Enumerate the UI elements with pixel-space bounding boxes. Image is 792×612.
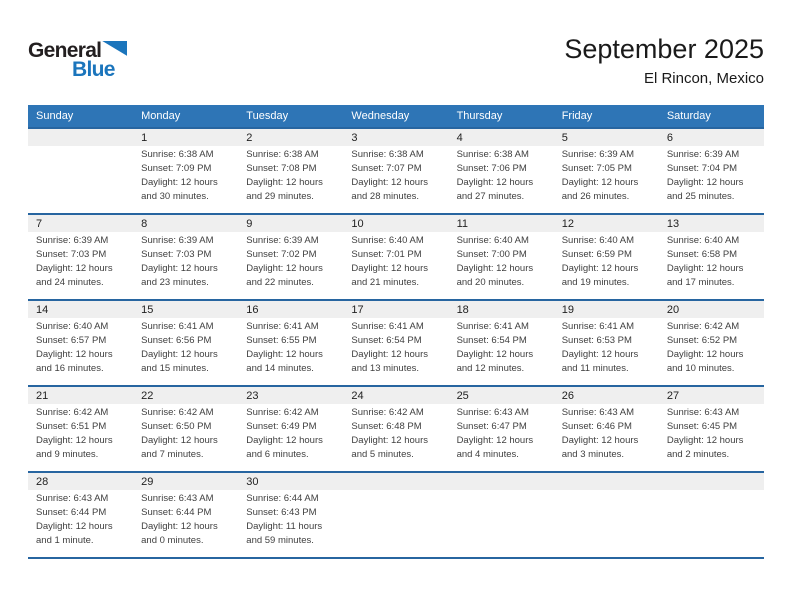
day-info-line: Sunset: 6:44 PM bbox=[36, 506, 107, 518]
day-cell-9 bbox=[238, 232, 343, 290]
day-cell-empty bbox=[659, 490, 764, 548]
day-info-line: Daylight: 12 hours and 3 minutes. bbox=[561, 434, 639, 460]
day-info-line: Sunset: 6:47 PM bbox=[456, 420, 527, 432]
day-cell-24 bbox=[343, 404, 448, 462]
day-info-line: Sunset: 6:52 PM bbox=[666, 334, 738, 346]
day-info-line: Sunset: 6:48 PM bbox=[351, 420, 422, 432]
day-info-line: Sunset: 7:08 PM bbox=[246, 162, 317, 174]
week-row bbox=[28, 127, 764, 213]
day-info-line: Sunset: 6:51 PM bbox=[36, 420, 107, 432]
day-info-line: Daylight: 12 hours and 25 minutes. bbox=[666, 176, 744, 202]
logo-triangle-icon bbox=[102, 41, 127, 56]
day-info-line: Sunset: 7:02 PM bbox=[246, 248, 317, 260]
day-number-15: 15 bbox=[141, 303, 154, 316]
day-cell-3 bbox=[343, 146, 448, 204]
day-cell-26 bbox=[554, 404, 659, 462]
day-info-line: Sunset: 6:45 PM bbox=[666, 420, 738, 432]
day-number-8: 8 bbox=[141, 217, 148, 230]
day-info-line: Sunset: 6:56 PM bbox=[141, 334, 212, 346]
day-info-line: Sunset: 6:46 PM bbox=[561, 420, 632, 432]
weekday-header-friday: Friday bbox=[561, 110, 593, 122]
day-number-18: 18 bbox=[456, 303, 469, 316]
day-info-line: Daylight: 12 hours and 21 minutes. bbox=[351, 262, 428, 288]
day-info-line: Sunrise: 6:38 AM bbox=[456, 149, 529, 160]
location-subtitle: El Rincon, Mexico bbox=[643, 70, 764, 88]
day-info-row bbox=[28, 146, 764, 204]
day-info-line: Daylight: 12 hours and 26 minutes. bbox=[561, 176, 639, 202]
day-info-line: Sunset: 7:03 PM bbox=[141, 248, 212, 260]
day-info-row bbox=[28, 490, 764, 548]
week-row bbox=[28, 385, 764, 471]
day-number-7: 7 bbox=[36, 217, 43, 230]
day-number-strip bbox=[28, 387, 764, 404]
day-info-line: Daylight: 11 hours and 59 minutes. bbox=[246, 520, 323, 546]
day-info-line: Daylight: 12 hours and 9 minutes. bbox=[36, 434, 113, 460]
day-number-strip bbox=[28, 215, 764, 232]
day-info-line: Sunrise: 6:41 AM bbox=[561, 321, 635, 332]
day-number-5: 5 bbox=[561, 131, 568, 144]
day-cell-14 bbox=[28, 318, 133, 376]
month-title: September 2025 bbox=[564, 34, 764, 64]
day-number-10: 10 bbox=[351, 217, 364, 230]
logo-text-blue: Blue bbox=[72, 58, 115, 81]
day-cell-8 bbox=[133, 232, 238, 290]
day-number-20: 20 bbox=[666, 303, 680, 316]
day-number-13: 13 bbox=[666, 217, 680, 230]
day-info-line: Sunrise: 6:42 AM bbox=[246, 407, 319, 418]
day-info-line: Sunset: 7:03 PM bbox=[36, 248, 107, 260]
day-info-line: Daylight: 12 hours and 11 minutes. bbox=[561, 348, 639, 374]
day-info-row bbox=[28, 318, 764, 376]
day-cell-7 bbox=[28, 232, 133, 290]
day-number-12: 12 bbox=[561, 217, 574, 230]
day-info-line: Daylight: 12 hours and 0 minutes. bbox=[141, 520, 218, 546]
day-number-16: 16 bbox=[246, 303, 259, 316]
day-info-line: Sunset: 6:53 PM bbox=[561, 334, 632, 346]
day-number-9: 9 bbox=[246, 217, 253, 230]
day-cell-10 bbox=[343, 232, 448, 290]
day-info-line: Sunrise: 6:43 AM bbox=[666, 407, 740, 418]
day-cell-27 bbox=[659, 404, 764, 462]
day-info-line: Daylight: 12 hours and 12 minutes. bbox=[456, 348, 534, 374]
day-info-row bbox=[28, 404, 764, 462]
day-cell-29 bbox=[133, 490, 238, 548]
day-info-line: Daylight: 12 hours and 20 minutes. bbox=[456, 262, 534, 288]
day-info-line: Sunset: 7:01 PM bbox=[351, 248, 422, 260]
week-row bbox=[28, 299, 764, 385]
day-cell-16 bbox=[238, 318, 343, 376]
day-info-line: Sunset: 7:09 PM bbox=[141, 162, 212, 174]
day-info-line: Sunset: 7:05 PM bbox=[561, 162, 632, 174]
day-info-line: Daylight: 12 hours and 5 minutes. bbox=[351, 434, 428, 460]
day-info-line: Sunrise: 6:43 AM bbox=[561, 407, 635, 418]
day-info-line: Sunrise: 6:41 AM bbox=[456, 321, 529, 332]
week-row bbox=[28, 471, 764, 557]
day-info-line: Sunrise: 6:39 AM bbox=[666, 149, 740, 160]
day-info-row bbox=[28, 232, 764, 290]
day-cell-empty bbox=[343, 490, 448, 548]
day-cell-4 bbox=[449, 146, 554, 204]
day-info-line: Daylight: 12 hours and 23 minutes. bbox=[141, 262, 218, 288]
day-info-line: Sunset: 7:06 PM bbox=[456, 162, 527, 174]
day-number-19: 19 bbox=[561, 303, 574, 316]
day-info-line: Daylight: 12 hours and 30 minutes. bbox=[141, 176, 218, 202]
day-cell-25 bbox=[449, 404, 554, 462]
day-info-line: Sunrise: 6:40 AM bbox=[561, 235, 635, 246]
day-info-line: Sunrise: 6:42 AM bbox=[141, 407, 214, 418]
general-blue-logo bbox=[28, 34, 127, 80]
day-number-6: 6 bbox=[666, 131, 673, 144]
day-info-line: Daylight: 12 hours and 22 minutes. bbox=[246, 262, 323, 288]
day-info-line: Daylight: 12 hours and 4 minutes. bbox=[456, 434, 534, 460]
day-info-line: Daylight: 12 hours and 28 minutes. bbox=[351, 176, 428, 202]
day-info-line: Sunset: 6:44 PM bbox=[141, 506, 212, 518]
day-info-line: Daylight: 12 hours and 10 minutes. bbox=[666, 348, 744, 374]
day-number-strip bbox=[28, 473, 764, 490]
day-info-line: Sunrise: 6:41 AM bbox=[141, 321, 214, 332]
day-number-22: 22 bbox=[141, 389, 154, 402]
calendar-table bbox=[28, 105, 764, 559]
day-info-line: Daylight: 12 hours and 2 minutes. bbox=[666, 434, 744, 460]
day-info-line: Sunset: 6:58 PM bbox=[666, 248, 738, 260]
day-info-line: Sunrise: 6:42 AM bbox=[666, 321, 740, 332]
day-cell-17 bbox=[343, 318, 448, 376]
day-cell-2 bbox=[238, 146, 343, 204]
day-number-17: 17 bbox=[351, 303, 364, 316]
day-info-line: Daylight: 12 hours and 17 minutes. bbox=[666, 262, 744, 288]
day-info-line: Sunset: 6:55 PM bbox=[246, 334, 317, 346]
day-cell-23 bbox=[238, 404, 343, 462]
day-cell-empty bbox=[28, 146, 133, 204]
day-info-line: Daylight: 12 hours and 27 minutes. bbox=[456, 176, 534, 202]
day-cell-empty bbox=[449, 490, 554, 548]
day-number-27: 27 bbox=[666, 389, 680, 402]
day-info-line: Sunrise: 6:39 AM bbox=[36, 235, 109, 246]
day-info-line: Daylight: 12 hours and 15 minutes. bbox=[141, 348, 218, 374]
day-info-line: Daylight: 12 hours and 14 minutes. bbox=[246, 348, 323, 374]
day-number-25: 25 bbox=[456, 389, 469, 402]
day-cell-18 bbox=[449, 318, 554, 376]
day-cell-11 bbox=[449, 232, 554, 290]
weekday-header-tuesday: Tuesday bbox=[246, 110, 289, 122]
day-info-line: Sunrise: 6:43 AM bbox=[141, 493, 214, 504]
day-info-line: Daylight: 12 hours and 24 minutes. bbox=[36, 262, 113, 288]
day-info-line: Daylight: 12 hours and 16 minutes. bbox=[36, 348, 113, 374]
day-number-strip bbox=[28, 129, 764, 146]
day-info-line: Sunset: 6:43 PM bbox=[246, 506, 317, 518]
weekday-header-row bbox=[28, 105, 764, 127]
weeks-container bbox=[28, 127, 764, 559]
day-info-line: Sunrise: 6:38 AM bbox=[246, 149, 319, 160]
weekday-header-sunday: Sunday bbox=[36, 110, 74, 122]
day-info-line: Sunrise: 6:42 AM bbox=[351, 407, 424, 418]
day-info-line: Sunset: 6:57 PM bbox=[36, 334, 107, 346]
day-info-line: Sunrise: 6:42 AM bbox=[36, 407, 109, 418]
day-info-line: Sunrise: 6:43 AM bbox=[36, 493, 109, 504]
day-number-3: 3 bbox=[351, 131, 358, 144]
day-cell-12 bbox=[554, 232, 659, 290]
day-cell-30 bbox=[238, 490, 343, 548]
day-number-11: 11 bbox=[456, 217, 468, 230]
day-info-line: Sunrise: 6:40 AM bbox=[351, 235, 424, 246]
day-info-line: Sunrise: 6:38 AM bbox=[351, 149, 424, 160]
day-info-line: Sunrise: 6:39 AM bbox=[141, 235, 214, 246]
weekday-header-wednesday: Wednesday bbox=[351, 110, 410, 122]
day-number-2: 2 bbox=[246, 131, 253, 144]
day-cell-13 bbox=[659, 232, 764, 290]
day-number-29: 29 bbox=[141, 475, 154, 488]
day-info-line: Sunrise: 6:41 AM bbox=[351, 321, 424, 332]
day-cell-20 bbox=[659, 318, 764, 376]
day-cell-6 bbox=[659, 146, 764, 204]
logo-text-general: General bbox=[28, 39, 102, 62]
day-info-line: Daylight: 12 hours and 1 minute. bbox=[36, 520, 113, 546]
day-info-line: Sunrise: 6:39 AM bbox=[246, 235, 319, 246]
day-info-line: Sunrise: 6:40 AM bbox=[666, 235, 740, 246]
day-cell-19 bbox=[554, 318, 659, 376]
day-cell-empty bbox=[554, 490, 659, 548]
day-number-28: 28 bbox=[36, 475, 49, 488]
week-row bbox=[28, 213, 764, 299]
day-info-line: Sunset: 6:49 PM bbox=[246, 420, 317, 432]
day-cell-22 bbox=[133, 404, 238, 462]
weekday-header-monday: Monday bbox=[141, 110, 181, 122]
day-cell-21 bbox=[28, 404, 133, 462]
day-number-14: 14 bbox=[36, 303, 49, 316]
day-number-strip bbox=[28, 301, 764, 318]
day-number-26: 26 bbox=[561, 389, 574, 402]
day-number-23: 23 bbox=[246, 389, 259, 402]
day-cell-1 bbox=[133, 146, 238, 204]
day-info-line: Sunset: 7:07 PM bbox=[351, 162, 422, 174]
day-info-line: Sunset: 6:54 PM bbox=[456, 334, 527, 346]
day-number-4: 4 bbox=[456, 131, 463, 144]
day-info-line: Sunrise: 6:38 AM bbox=[141, 149, 214, 160]
day-number-21: 21 bbox=[36, 389, 49, 402]
day-cell-15 bbox=[133, 318, 238, 376]
day-info-line: Daylight: 12 hours and 29 minutes. bbox=[246, 176, 323, 202]
day-info-line: Daylight: 12 hours and 19 minutes. bbox=[561, 262, 639, 288]
day-number-30: 30 bbox=[246, 475, 259, 488]
day-info-line: Sunrise: 6:40 AM bbox=[456, 235, 529, 246]
day-info-line: Daylight: 12 hours and 7 minutes. bbox=[141, 434, 218, 460]
day-number-1: 1 bbox=[141, 131, 148, 144]
title-block bbox=[564, 34, 764, 87]
top-bar bbox=[28, 34, 764, 87]
day-info-line: Sunset: 7:04 PM bbox=[666, 162, 738, 174]
day-info-line: Sunset: 6:54 PM bbox=[351, 334, 422, 346]
day-info-line: Sunset: 7:00 PM bbox=[456, 248, 527, 260]
day-info-line: Sunrise: 6:39 AM bbox=[561, 149, 635, 160]
weekday-header-thursday: Thursday bbox=[456, 110, 503, 122]
day-info-line: Sunset: 6:50 PM bbox=[141, 420, 212, 432]
day-info-line: Sunset: 6:59 PM bbox=[561, 248, 632, 260]
day-info-line: Sunrise: 6:44 AM bbox=[246, 493, 319, 504]
day-info-line: Sunrise: 6:43 AM bbox=[456, 407, 529, 418]
day-number-24: 24 bbox=[351, 389, 364, 402]
day-info-line: Sunrise: 6:41 AM bbox=[246, 321, 319, 332]
day-info-line: Sunrise: 6:40 AM bbox=[36, 321, 109, 332]
day-info-line: Daylight: 12 hours and 13 minutes. bbox=[351, 348, 428, 374]
day-info-line: Daylight: 12 hours and 6 minutes. bbox=[246, 434, 323, 460]
weekday-header-saturday: Saturday bbox=[666, 110, 711, 122]
day-cell-5 bbox=[554, 146, 659, 204]
day-cell-28 bbox=[28, 490, 133, 548]
